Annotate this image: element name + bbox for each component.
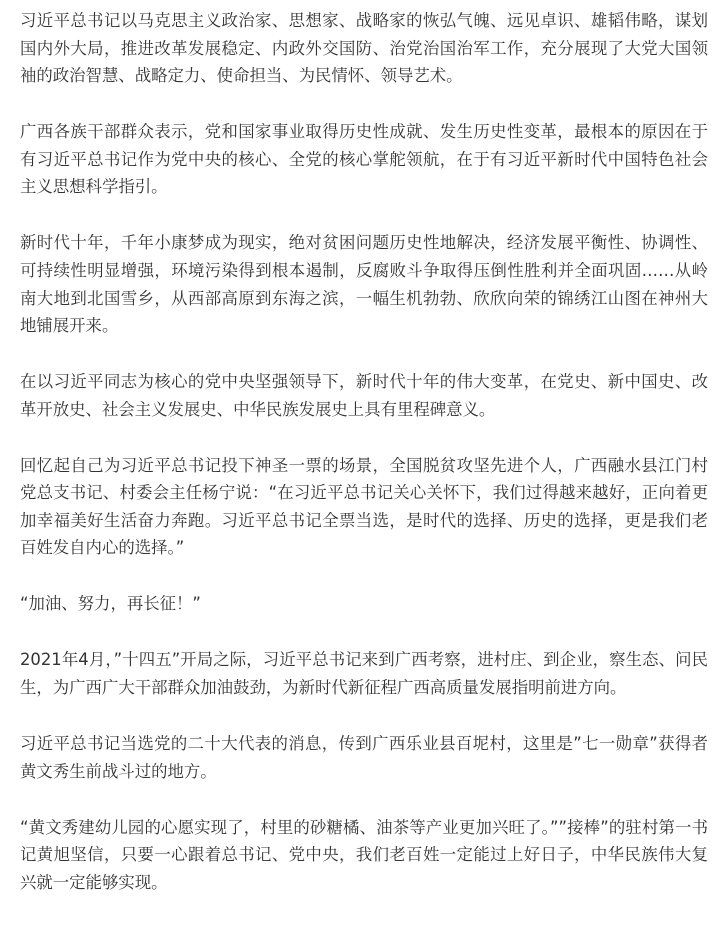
- paragraph-7: 2021年4月，”十四五”开局之际，习近平总书记来到广西考察，进村庄、到企业，察生态、问民生，为广西广大干部群众加油鼓劲，为新时代新征程广西高质量发展指明前进方向。: [20, 650, 708, 698]
- paragraph-8: 习近平总书记当选党的二十大代表的消息，传到广西乐业县百坭村，这里是”七一勋章”获得者黄文秀生前战斗过的地方。: [20, 734, 708, 781]
- paragraph-3: 新时代十年，千年小康梦成为现实，绝对贫困问题历史性地解决，经济发展平衡性、协调性、可持续性明显增强，环境污染得到根本遏制，反腐败斗争取得压倒性胜利并全面巩固……从岭南大地到北国雪乡，从西部高原到东海之滨，一幅生机勃勃、欣欣向荣的锦绣江山图在神州大地铺展开来。: [20, 233, 708, 336]
- paragraph-6: “加油、努力，再长征！”: [20, 594, 201, 614]
- paragraph-5: 回忆起自己为习近平总书记投下神圣一票的场景，全国脱贫攻坚先进个人，广西融水县江门村党总支书记、村委会主任杨宁说：“在习近平总书记关心关怀下，我们过得越来越好，正向着更加幸福美好生活奋力奔跑。习近平总书记全票当选，是时代的选择、历史的选择，更是我们老百姓发自内心的选择。”: [20, 455, 708, 558]
- paragraph-1: 习近平总书记以马克思主义政治家、思想家、战略家的恢弘气魄、远见卓识、雄韬伟略，谋划国内外大局，推进改革发展稳定、内政外交国防、治党治国治军工作，充分展现了大党大国领袖的政治智慧、战略定力、使命担当、为民情怀、领导艺术。: [20, 11, 708, 86]
- paragraph-2: 广西各族干部群众表示，党和国家事业取得历史性成就、发生历史性变革，最根本的原因在于有习近平总书记作为党中央的核心、全党的核心掌舵领航，在于有习近平新时代中国特色社会主义思想科学指引。: [20, 122, 708, 197]
- paragraph-9: “黄文秀建幼儿园的心愿实现了，村里的砂糖橘、油茶等产业更加兴旺了。””接棒”的驻村第一书记黄旭坚信，只要一心跟着总书记、党中央，我们老百姓一定能过上好日子，中华民族伟大复兴就一定能够实现。: [20, 817, 708, 892]
- paragraph-4: 在以习近平同志为核心的党中央坚强领导下，新时代十年的伟大变革，在党史、新中国史、改革开放史、社会主义发展史、中华民族发展史上具有里程碑意义。: [20, 372, 708, 419]
- article-body: [20, 0, 708, 925]
